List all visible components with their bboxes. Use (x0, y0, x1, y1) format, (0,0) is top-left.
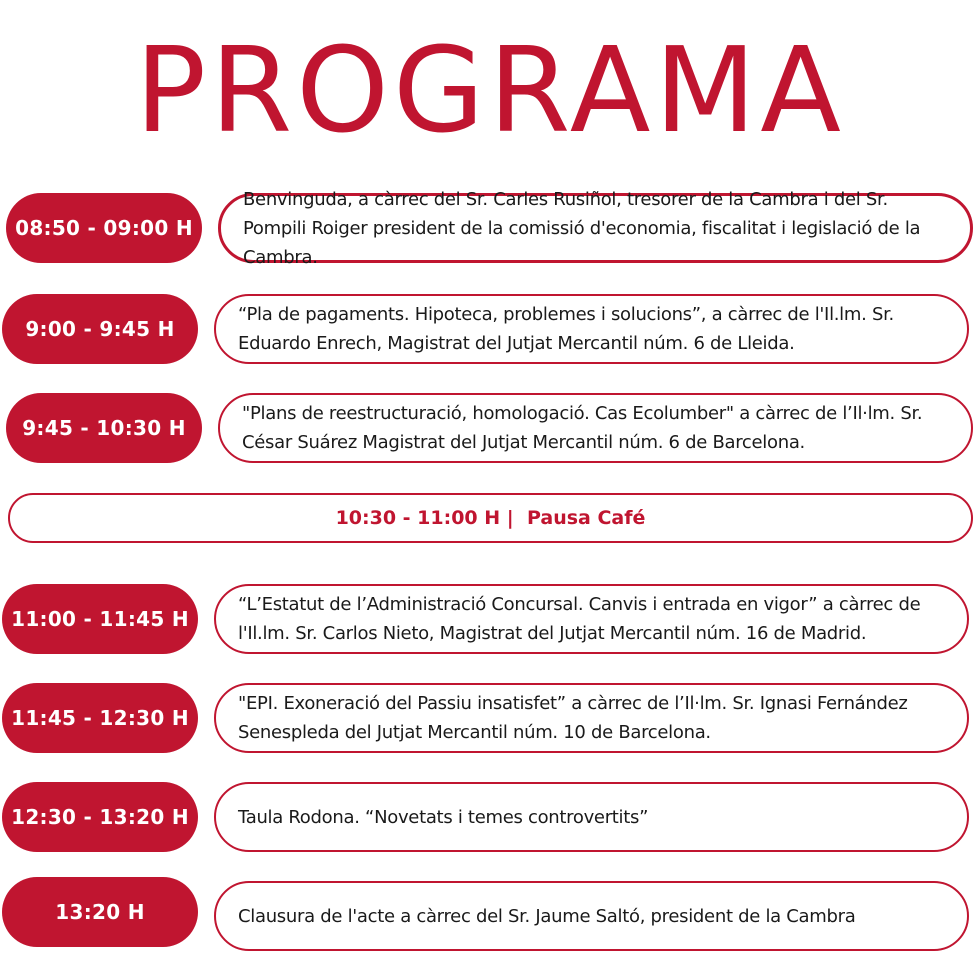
page-title: PROGRAMA (135, 21, 845, 159)
pause-label: Pausa Café (526, 507, 646, 529)
session-time-label: 11:00 - 11:45 H (11, 607, 189, 631)
session-time (2, 782, 198, 852)
session-time (2, 584, 198, 654)
session-description (218, 393, 973, 463)
session-description (214, 683, 969, 753)
session-description (218, 188, 973, 268)
session-time-label: 12:30 - 13:20 H (11, 805, 189, 829)
session-time-label: 08:50 - 09:00 H (15, 216, 193, 240)
session-description-text: Clausura de l'acte a càrrec del Sr. Jaume Saltó, president de la Cambra (238, 905, 856, 927)
session-time-label: 13:20 H (55, 900, 145, 924)
session-description-text: "EPI. Exoneració del Passiu insatisfet” a càrrec de l’Il·lm. Sr. Ignasi Fernández Senespleda del Jutjat Mercantil núm. 10 de Barcelona. (238, 693, 908, 743)
session-description (214, 294, 969, 364)
session-description (214, 881, 969, 951)
session-time-label: 9:45 - 10:30 H (22, 416, 186, 440)
session-description-text: “Pla de pagaments. Hipoteca, problemes i solucions”, a càrrec de l'Il.lm. Sr. Eduardo Enrech, Magistrat del Jutjat Mercantil núm. 6 de Lleida. (238, 304, 894, 354)
session-time (2, 877, 198, 947)
session-description (214, 584, 969, 654)
pause-time: 10:30 - 11:00 H (335, 507, 501, 529)
session-time-label: 11:45 - 12:30 H (11, 706, 189, 730)
session-time-label: 9:00 - 9:45 H (25, 317, 175, 341)
coffee-break-banner (8, 493, 973, 543)
session-description-text: "Plans de reestructuració, homologació. Cas Ecolumber" a càrrec de l’Il·lm. Sr. César Suárez Magistrat del Jutjat Mercantil núm. 6 de Barcelona. (242, 403, 923, 453)
session-description-text: Taula Rodona. “Novetats i temes controvertits” (238, 806, 649, 828)
session-time (6, 193, 202, 263)
pause-separator: | (506, 507, 514, 529)
session-description-text: Benvinguda, a càrrec del Sr. Carles Rusiñol, tresorer de la Cambra i del Sr. Pompili Roiger president de la comissió d'economia, fiscalitat i legislació de la Cambra. (243, 188, 921, 268)
session-description-text: “L’Estatut de l’Administració Concursal. Canvis i entrada en vigor” a càrrec de l'Il.lm. Sr. Carlos Nieto, Magistrat del Jutjat Mercantil núm. 16 de Madrid. (238, 594, 921, 644)
session-time (6, 393, 202, 463)
session-time (2, 683, 198, 753)
session-time (2, 294, 198, 364)
session-description (214, 782, 969, 852)
